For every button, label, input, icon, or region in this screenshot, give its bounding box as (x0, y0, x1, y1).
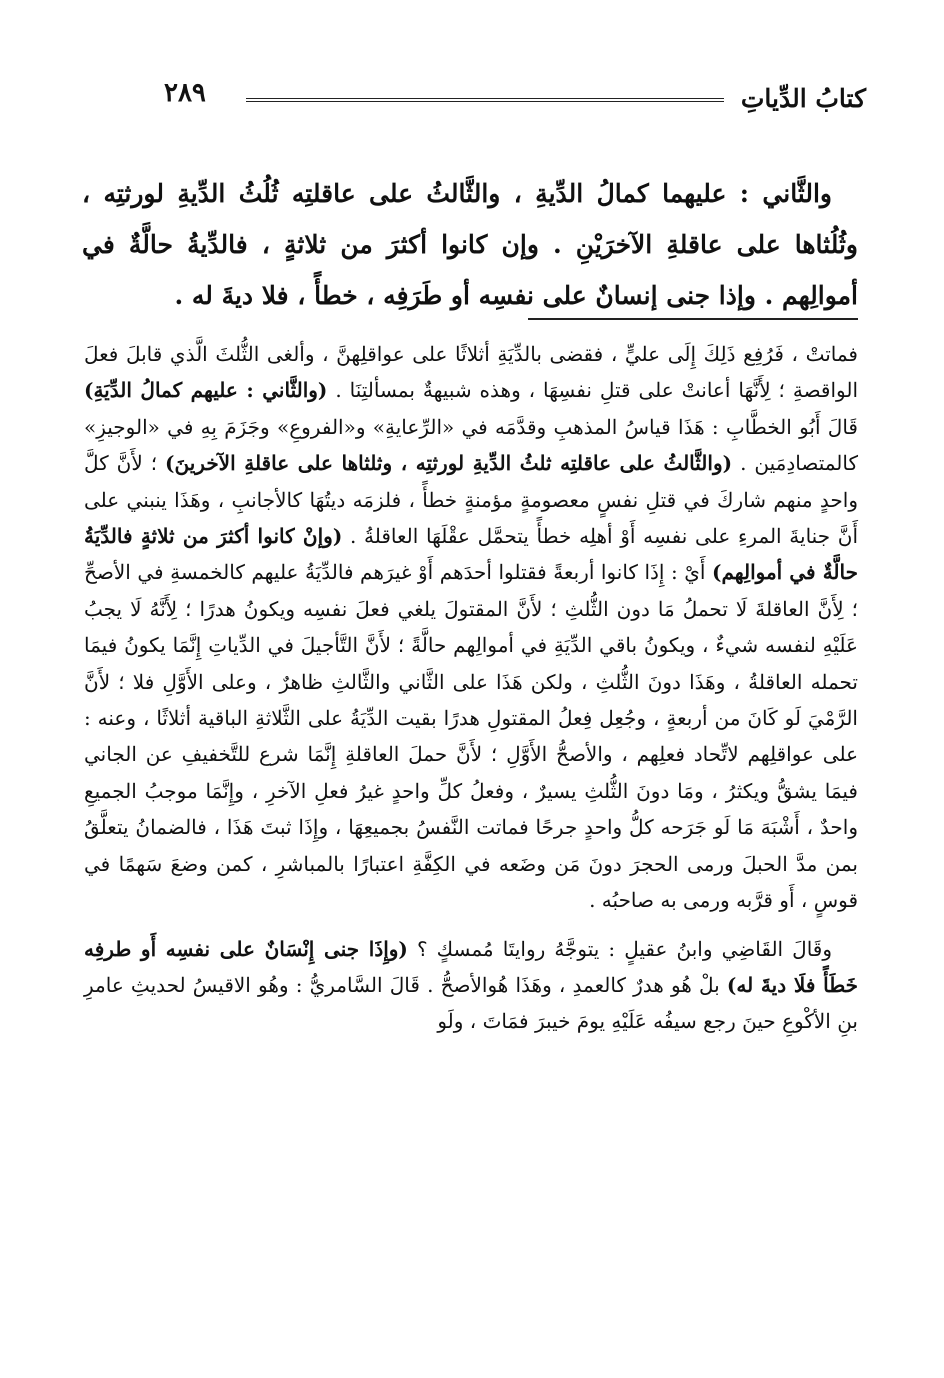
main-text-paragraph: والثَّاني : عليهما كمالُ الدِّيةِ ، والثَّالثُ على عاقلتِه ثُلُثُ الدِّيةِ لورثتِه ، وثُلُثاها على عاقلةِ الآخرَيْنِ . وإن كانوا أكثرَ من ثلاثةٍ ، فالدِّيةُ حالَّةٌ في أموالِهم . وإذا جنى إنسانٌ على نفسِه أو طَرَفِه ، خطأً ، فلا ديةَ له . (82, 179, 858, 310)
commentary-text-run: بلْ هُو هدرٌ كالعمدِ ، وهَذَا هُوالأصحُّ . قَالَ السَّامريُّ : وهُو الاقيسُ لحديثِ عامرِ بنِ الأكْوعِ حينَ رجع سيفُه عَلَيْهِ يومَ خيبرَ فمَاتَ ، ولَو (84, 972, 858, 1034)
commentary-text-run: ؛ لأَنَّ كلَّ واحدٍ منهم شاركَ في قتلِ نفسٍ معصومةٍ مؤمنةٍ خطأً ، فلزمَه ديتُهَا كالأجانبِ ، وهَذَا ينبني على أَنَّ جنايةَ المرءِ على نفسِه أَوْ أهلِه خطأً يتحمَّل عقْلَهَا العاقلةُ . (84, 451, 858, 549)
commentary-text-run: أَيْ : إِذَا كانوا أربعةً فقتلوا أحدَهم أَوْ غيرَهم فالدِّيَةُ عليهم كالخمسةِ في الأصحِّ ؛ لِأَنَّ العاقلةَ لَا تحملُ مَا دون الثُّلثِ ؛ لأَنَّ المقتولَ يلغي فعلَ نفسِه ويكونُ هدرًا ؛ لِأَنَّهُ لَا يجبُ عَلَيْهِ لنفسه شيءٌ ، ويكونُ باقي الدِّيَةِ في أموالِهم حالَّةً ؛ لأَنَّ التَّأجيلَ في الدِّياتِ إِنَّمَا يكونُ فيمَا تحمله العاقلةُ ، وهَذَا دونَ الثُّلثِ ، ولكن هَذَا على الثَّاني والثَّالثِ ظاهرٌ ، وعلى الأَوَّلِ فلا ؛ لأَنَّ الرَّمْيَ لَو كَانَ من أربعةٍ ، وجُعِل فِعلُ المقتولِ هدرًا بقيت الدِّيَةُ على الثَّلاثةِ الباقية أثلاثًا ، وعنه : على عواقلِهم لاتِّحاد فعلِهم ، والأصحُّ الأَوَّلِ ؛ لأَنَّ حملَ العاقلةِ إِنَّمَا شرع للتَّخفيفِ عن الجاني فيمَا يشقُّ ويكثرُ ، ومَا دونَ الثُّلثِ يسيرٌ ، وفعلُ كلِّ واحدٍ غيرُ فعلِ الآخرِ ، وإِنَّمَا موجبُ الجميعِ واحدٌ ، أَشْبَهَ مَا لَو جَرَحه كلُّ واحدٍ جرحًا فماتت النَّفسُ بجميعِهَا ، وإِذَا ثبتَ هَذَا ، فالضمانُ يتعلَّقُ بمن مدَّ الحبلَ ورمى الحجرَ دونَ مَن وضَعه في الكِفَّةِ اعتبارًا بالمباشرِ ، كمن وضعَ سَهمًا في قوسٍ ، أَو قرَّبه ورمى به صاحبُه . (84, 560, 858, 913)
commentary-text-run: وقَالَ القَاضِي وابنُ عقيلٍ : يتوجَّهُ روايتَا مُمسكٍ ؟ (416, 936, 833, 961)
main-text (82, 168, 858, 321)
running-header (164, 78, 866, 118)
quoted-main-text: (والثَّاني : عليهم كمالُ الدِّيَةِ) (84, 378, 328, 403)
commentary-paragraph (84, 336, 858, 919)
footnote-divider (528, 318, 858, 320)
quoted-main-text: (وإِذَا جنى إِنْسَانٌ على نفسِه أَو طرفِه خَطَأً فلَا ديةَ له) (84, 936, 859, 997)
chapter-title: كتابُ الدِّياتِ (740, 84, 866, 113)
commentary-paragraph (84, 931, 858, 1040)
commentary-text-run: قَالَ أَبُو الخطَّابِ : هَذَا قياسُ المذهبِ وقدَّمَه في «الرِّعايةِ» و«الفروعِ» وجَزَمَ بِهِ في «الوجيزِ» كالمتصادِمَين . (84, 414, 859, 476)
commentary-text (84, 336, 858, 1040)
page-number: ٢٨٩ (164, 78, 206, 108)
quoted-main-text: (والثَّالثُ على عاقلتِه ثلثُ الدِّيةِ لورثتِه ، وثلثاها على عاقلةِ الآخرينَ) (165, 451, 733, 476)
header-rule (246, 98, 724, 102)
quoted-main-text: (وإنْ كانوا أكثرَ من ثلاثةٍ فالدِّيَةُ حالَّةٌ في أموالِهم) (84, 524, 858, 585)
commentary-text-run: فماتتْ ، فَرُفِع ذَلِكَ إِلَى عليٍّ ، فقضى بالدِّيَةِ أثلاثًا على عواقلِهنَّ ، وألغى الثُّلثَ الَّذي قابلَ فعلَ الواقصةِ ؛ لِأَنَّهَا أعانتْ على قتلِ نفسِهَا ، وهذه شبيهةٌ بمسألتِنَا . (84, 342, 859, 403)
